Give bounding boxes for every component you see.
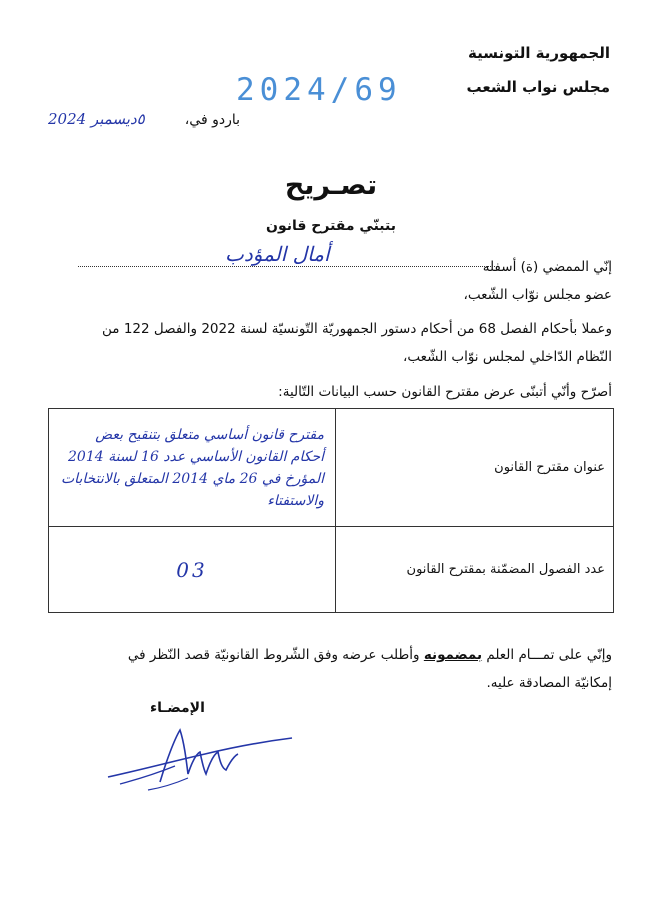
legal-basis-line1: وعملا بأحكام الفصل 68 من أحكام دستور الجمهوريّة التّونسيّة لسنة 2022 والفصل 122 من [102, 321, 612, 337]
article-count-value: 03 [176, 557, 208, 582]
closing-bold-word: بمضمونه [423, 647, 483, 663]
place-date-label: باردو في، [184, 112, 240, 128]
declarant-prefix: إنّي الممضي (ة) أسفله [482, 259, 612, 275]
bill-title-line: المؤرخ في 26 ماي 2014 المتعلق بالانتخابات [61, 470, 324, 487]
table-row [49, 409, 614, 527]
article-count-label: عدد الفصول المضمّنة بمقترح القانون [336, 527, 614, 613]
closing-part2: وأطلب عرضه وفق الشّروط القانونيّة قصد النّظر في [127, 647, 420, 663]
republic-name: الجمهورية التونسية [468, 44, 610, 62]
handwritten-signature [100, 722, 300, 797]
legal-basis-line2: النّظام الدّاخلي لمجلس نوّاب الشّعب، [403, 349, 612, 365]
declarant-dotted-line [78, 266, 495, 267]
bill-title-line: مقترح قانون أساسي متعلق بتنقيح بعض [95, 426, 324, 443]
declaration-intro: أصرّح وأنّي أتبنّى عرض مقترح القانون حسب البيانات التّالية: [278, 384, 612, 400]
closing-line2: إمكانيّة المصادقة عليه. [486, 675, 612, 691]
registration-stamp: 2024/69 [236, 72, 402, 108]
bill-title-line: أحكام القانون الأساسي عدد 16 لسنة 2014 [68, 448, 324, 465]
bill-title-label: عنوان مقترح القانون [336, 409, 614, 527]
closing-part1: وإنّي على تمـــام العلم [486, 647, 612, 663]
parliament-name: مجلس نواب الشعب [466, 78, 610, 96]
bill-title-value [49, 409, 336, 527]
article-count-cell [49, 527, 336, 613]
handwritten-declarant-name: أمال المؤدب [225, 242, 330, 266]
document-subtitle: بتبنّي مقترح قانون [266, 218, 396, 234]
member-line: عضو مجلس نوّاب الشّعب، [463, 287, 612, 303]
table-row [49, 527, 614, 613]
handwritten-date: ٥ديسمبر 2024 [48, 110, 145, 128]
signature-label: الإمضـاء [150, 700, 205, 716]
bill-details-table [48, 408, 614, 613]
document-title: تصـريح [284, 170, 378, 201]
closing-line1 [128, 640, 612, 670]
bill-title-line: والاستفتاء [267, 492, 324, 509]
